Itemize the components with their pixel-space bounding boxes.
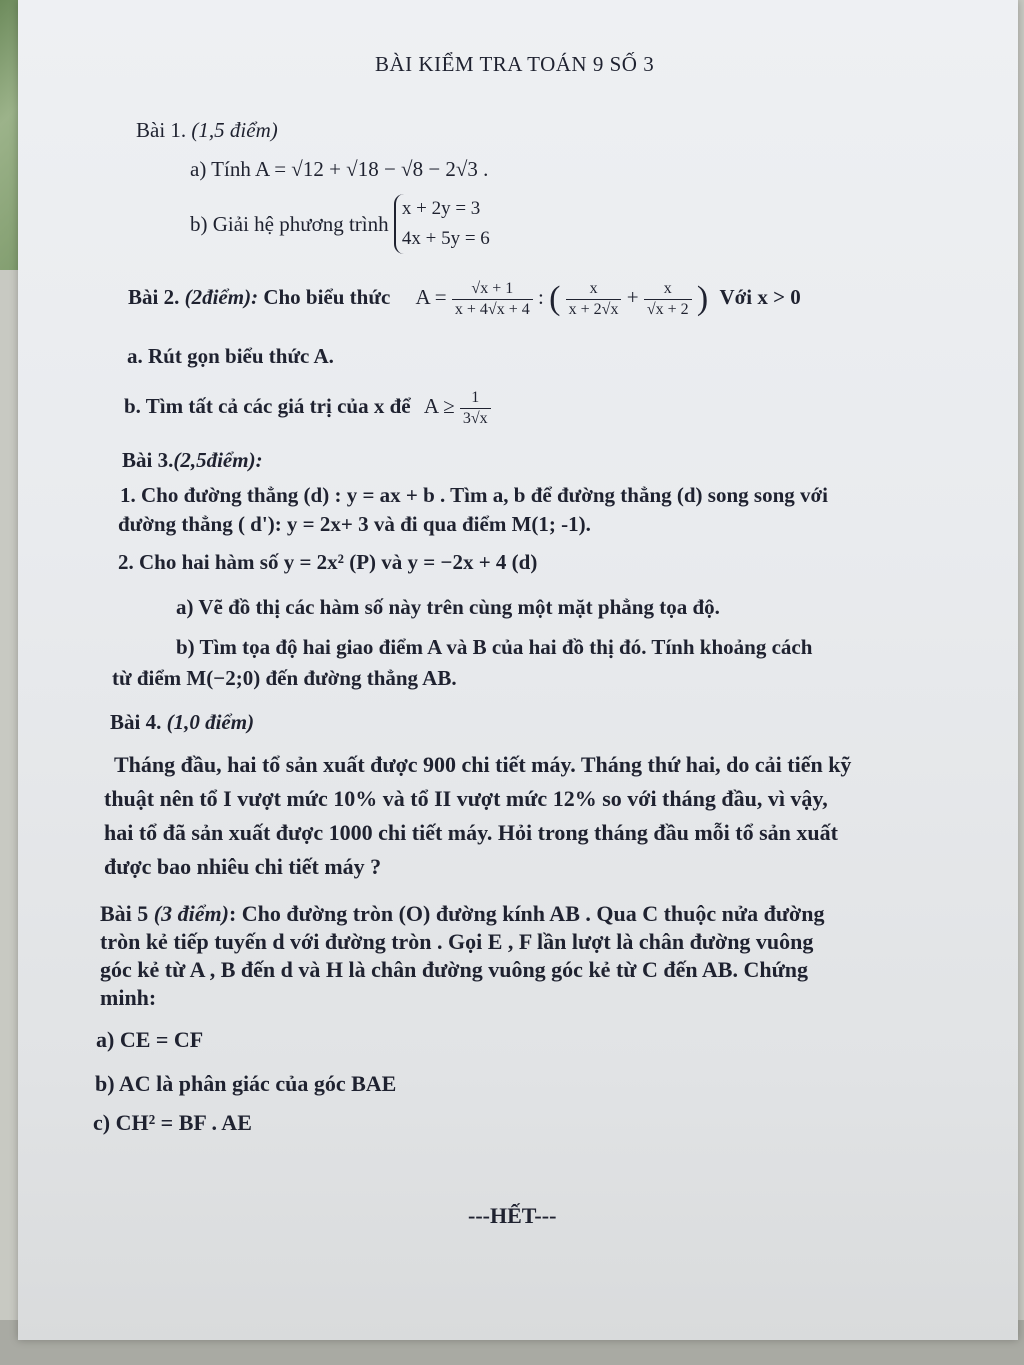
bai5-line3: góc kẻ từ A , B đến d và H là chân đường vuông góc kẻ từ C đến AB. Chứng [100, 957, 809, 982]
fraction-3 [644, 279, 692, 320]
bai4-line4: được bao nhiêu chi tiết máy ? [104, 854, 382, 879]
bai2-heading [128, 272, 801, 324]
bai3-p2b-line1: b) Tìm tọa độ hai giao điểm A và B của hai đồ thị đó. Tính khoảng cách [176, 635, 813, 659]
bai4-line3: hai tổ đã sản xuất được 1000 chi tiết máy. Hỏi trong tháng đầu mỗi tổ sản xuất [104, 820, 838, 845]
bai2-points: (2điểm): [184, 285, 259, 309]
bai4-line2: thuật nên tổ I vượt mức 10% và tổ II vượt mức 12% so với tháng đầu, vì vậy, [104, 786, 828, 811]
bai5-c: c) CH² = BF . AE [93, 1110, 252, 1135]
bai1-b-label: b) Giải hệ phương trình [190, 212, 389, 236]
bai3-heading [122, 447, 263, 473]
end-marker: ---HẾT--- [468, 1203, 557, 1228]
bai2-b-text: b. Tìm tất cả các giá trị của x để [124, 394, 411, 418]
bai1-points: (1,5 điểm) [191, 118, 278, 142]
bai2-a: a. Rút gọn biểu thức A. [127, 344, 334, 368]
bai2-b-expr: A ≥ [423, 394, 455, 418]
bai5-problem [100, 900, 950, 1012]
bai4-label: Bài 4. [110, 710, 162, 734]
bai3-p2: 2. Cho hai hàm số y = 2x² (P) và y = −2x + 4 (d) [118, 550, 538, 574]
bai4-points: (1,0 điểm) [166, 710, 255, 734]
bai1-label: Bài 1. [136, 118, 187, 142]
bai3-label: Bài 3. [122, 448, 174, 472]
bai1-a-label: a) Tính [190, 157, 251, 181]
bai5-line2: tròn kẻ tiếp tuyến d với đường tròn . Gọi E , F lần lượt là chân đường vuông [100, 929, 814, 954]
bai2-intro: Cho biểu thức [263, 285, 391, 309]
bai4-problem [104, 748, 964, 884]
bai2-condition: Với x > 0 [719, 285, 801, 309]
plus-sign: + [626, 285, 639, 309]
fraction-1-num: √x + 1 [452, 279, 533, 300]
open-paren: ( [549, 280, 561, 318]
fraction-4-num: 1 [460, 388, 491, 409]
bai2-a-eq: A = [415, 285, 447, 309]
bai3-points: (2,5điểm): [173, 448, 263, 472]
bai5-line1-wrap [100, 900, 950, 928]
fraction-2 [566, 279, 622, 320]
fraction-1-den: x + 4√x + 4 [454, 300, 530, 318]
bai3-p1-line1: 1. Cho đường thẳng (d) : y = ax + b . Tìm a, b để đường thẳng (d) song song với [120, 483, 828, 507]
bai2-b [124, 382, 491, 430]
fraction-3-den: √x + 2 [646, 300, 689, 318]
bai4-line1: Tháng đầu, hai tổ sản xuất được 900 chi tiết máy. Tháng thứ hai, do cải tiến kỹ [114, 752, 852, 777]
bai5-line1: : Cho đường tròn (O) đường kính AB . Qua C thuộc nửa đường [228, 901, 825, 926]
bai3-p2a: a) Vẽ đồ thị các hàm số này trên cùng một mặt phẳng tọa độ. [176, 595, 720, 619]
bai1-a-expr: A = √12 + √18 − √8 − 2√3 . [254, 157, 489, 181]
bai4-heading [110, 709, 254, 735]
system-eq2: 4x + 5y = 6 [401, 228, 490, 249]
fraction-2-num: x [566, 279, 622, 300]
page-title: BÀI KIỂM TRA TOÁN 9 SỐ 3 [375, 52, 655, 76]
bai3-p2b-line2: từ điểm M(−2;0) đến đường thẳng AB. [112, 666, 457, 690]
bai5-line4: minh: [100, 985, 157, 1010]
system-eq1: x + 2y = 3 [401, 198, 481, 219]
fraction-4 [460, 388, 491, 429]
fraction-4-den: 3√x [462, 409, 488, 427]
bai5-b: b) AC là phân giác của góc BAE [95, 1071, 397, 1096]
divide-sign: : [537, 285, 544, 309]
close-paren: ) [696, 280, 709, 318]
bai5-points: (3 điểm) [153, 901, 229, 926]
equation-system [394, 194, 490, 254]
bai2-label: Bài 2. [128, 285, 180, 309]
fraction-1 [452, 279, 533, 320]
bai5-label: Bài 5 [100, 901, 149, 926]
bai5-a: a) CE = CF [96, 1027, 204, 1052]
bai3-p1-line2: đường thẳng ( d'): y = 2x+ 3 và đi qua điểm M(1; -1). [118, 512, 591, 536]
fraction-3-num: x [644, 279, 692, 300]
bai1-a [190, 156, 488, 182]
bai1-heading [136, 117, 278, 143]
bai1-b [190, 194, 490, 254]
fraction-2-den: x + 2√x [568, 300, 619, 318]
